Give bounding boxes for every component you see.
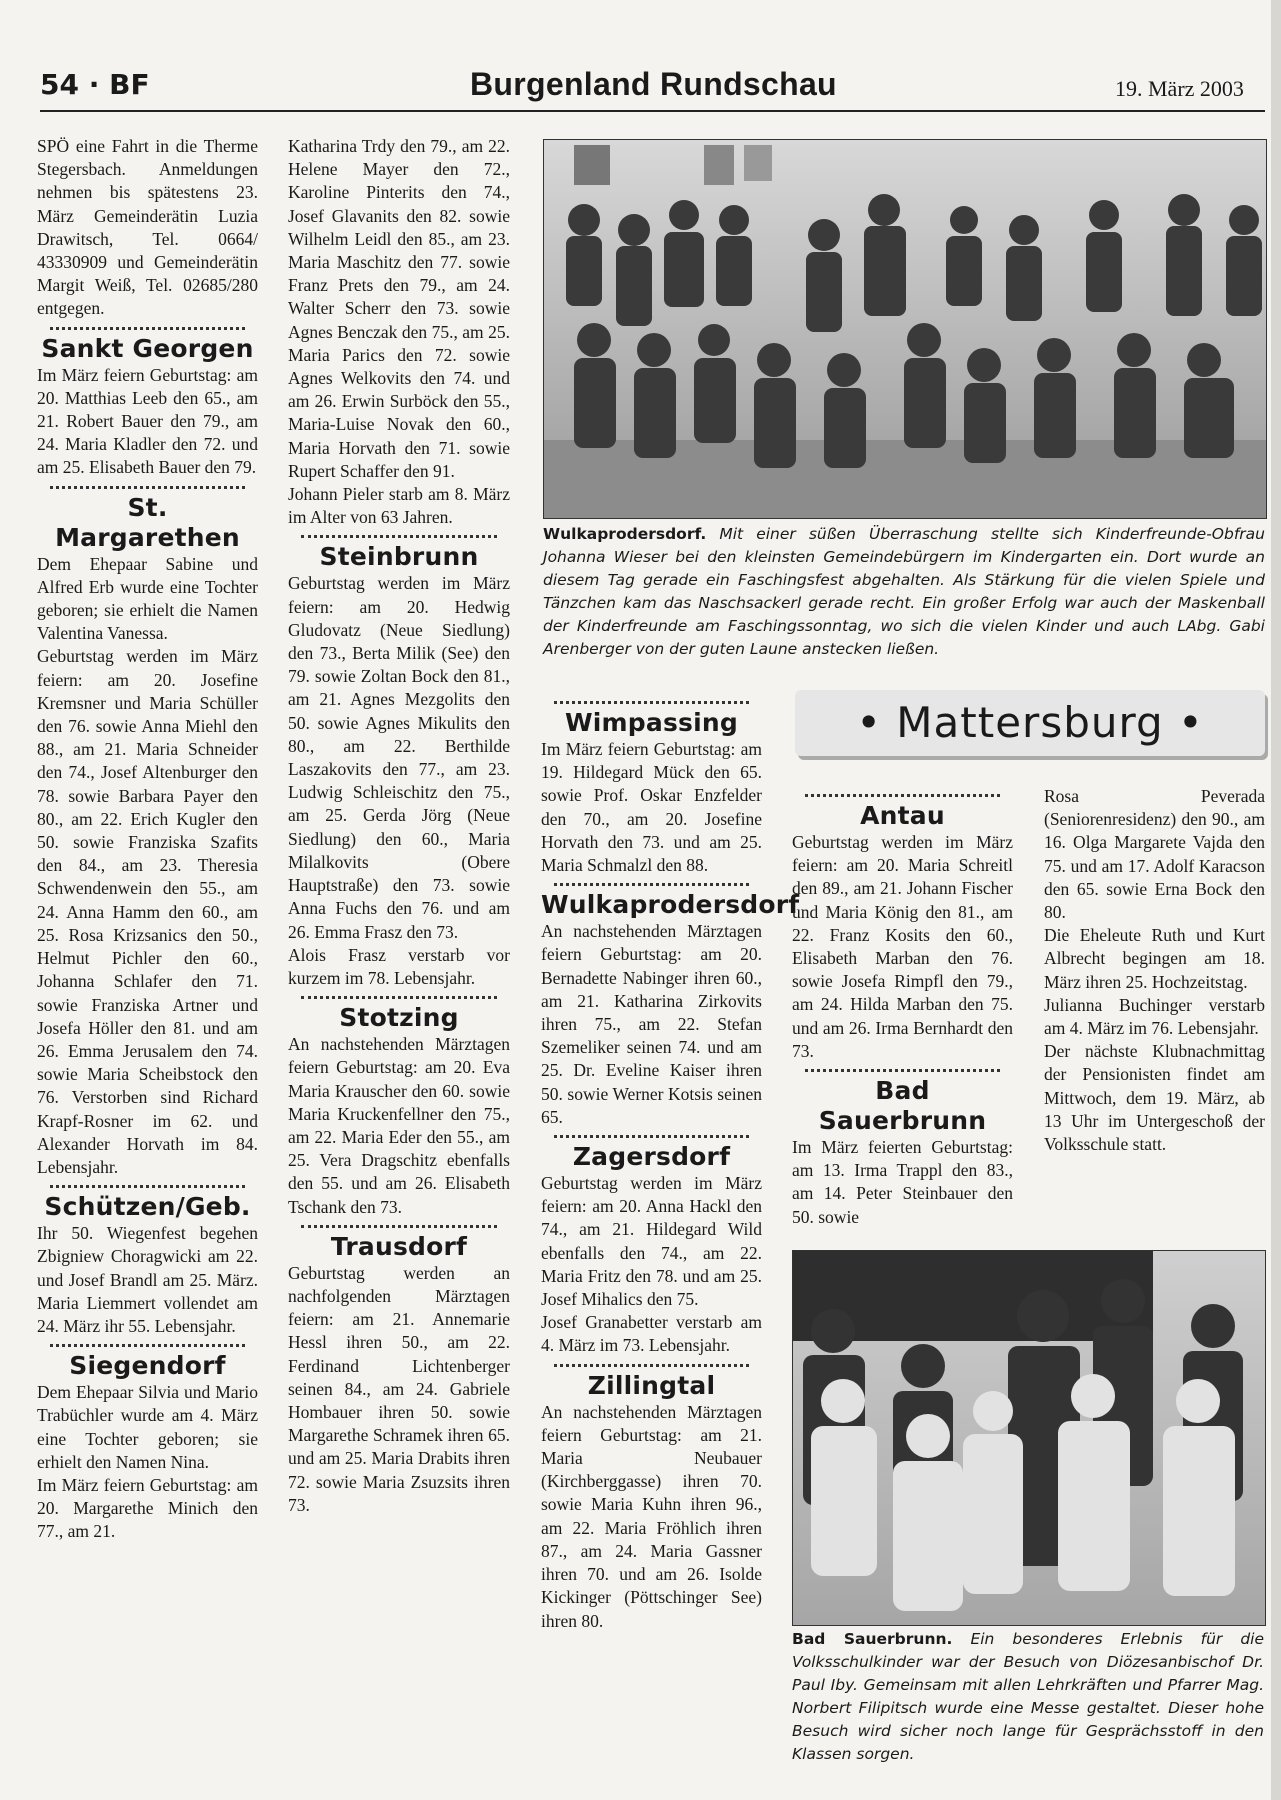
section-divider bbox=[301, 996, 496, 999]
section-text-antau: Geburtstag werden im März feiern: am 20. Maria Schreitl den 89., am 21. Johann Fischer und Maria König den 81., am 22. Franz Kosits den 60., Elisabeth Marban den 76. sowie Josefa Rimpfl den 79., am 24. Hilda Marban den 75. und am 26. Irma Bernhardt den 73. bbox=[792, 832, 1013, 1061]
section-text-st-margarethen: Dem Ehepaar Sabine und Alfred Erb wurde eine Tochter geboren; sie erhielt die Namen Valentina Vanessa. bbox=[37, 553, 258, 644]
article-continued: Rosa Peverada (Seniorenresidenz) den 90., am 16. Olga Margarete Vajda den 75. und am 17. Adolf Karacson den 65. sowie Erna Bock den 80. bbox=[1044, 786, 1265, 923]
section-title-sankt-georgen: Sankt Georgen bbox=[41, 333, 254, 363]
header-rule bbox=[40, 110, 1265, 112]
section-title-steinbrunn: Steinbrunn bbox=[319, 542, 479, 572]
section-divider bbox=[50, 327, 244, 330]
article-continued-2: Die Eheleute Ruth und Kurt Albrecht begingen am 18. März ihren 25. Hochzeitstag. bbox=[1044, 925, 1265, 992]
section-text-siegendorf: Dem Ehepaar Silvia und Mario Trabüchler wurde am 4. März eine Tochter geboren; sie erhielt den Namen Nina. bbox=[37, 1382, 258, 1472]
kindergarten-photo-graphic bbox=[544, 140, 1266, 518]
article-continued-4: Der nächste Klubnachmittag der Pensionisten findet am Mittwoch, dem 19. März, ab 13 Uhr im Untergeschoß der Volksschule statt. bbox=[1044, 1041, 1265, 1155]
section-divider bbox=[805, 794, 999, 797]
section-title-schuetzen: Schützen/Geb. bbox=[44, 1192, 251, 1222]
column-3 bbox=[541, 695, 800, 1633]
section-text-steinbrunn: Geburtstag werden im März feiern: am 20. Hedwig Gludovatz (Neue Siedlung) den 73., Berta Milik (See) den 79. sowie Zoltan Bock den 81., am 21. Agnes Mezgolits den 50. sowie Agnes Mikulits den 80., am 22. Berthilde Laszakovits den 77., am 23. Ludwig Schleischitz den 75., am 25. Gerda Jörg (Neue Siedlung) den 60., Maria Milalkovits (Obere Hauptstraße) den 73. sowie Anna Fuchs den 76. und am 26. Emma Frasz den 73. bbox=[288, 573, 510, 942]
section-text-zagersdorf-2: Josef Granabetter verstarb am 4. März im 73. Lebensjahr. bbox=[541, 1312, 762, 1356]
newspaper-title: Burgenland Rundschau bbox=[470, 66, 837, 102]
article-continued-3: Julianna Buchinger verstarb am 4. März im 76. Lebensjahr. bbox=[1044, 994, 1265, 1039]
issue-date: 19. März 2003 bbox=[1115, 76, 1244, 101]
section-text-zagersdorf: Geburtstag werden im März feiern: am 20. Anna Hackl den 74., am 21. Hildegard Wild ebenfalls den 74., am 22. Maria Fritz den 78. und am 25. Josef Mihalics den 75. bbox=[541, 1173, 762, 1310]
section-title-zillingtal: Zillingtal bbox=[587, 1370, 716, 1400]
region-banner-mattersburg: • Mattersburg • bbox=[795, 690, 1265, 756]
section-title-wulkaprodersdorf: Wulkaprodersdorf bbox=[541, 890, 800, 920]
page-number: 54 · BF bbox=[40, 68, 150, 101]
section-text-trausdorf: Geburtstag werden an nachfolgenden Märztagen feiern: am 21. Annemarie Hessl ihren 50., am 22. Ferdinand Lichtenberger seinen 84., am 24. Gabriele Hombauer ihren 50. sowie Margarethe Schramek ihren 65. und am 25. Maria Drabits ihren 72. sowie Maria Zsuzsits ihren 73. bbox=[288, 1262, 510, 1515]
section-text-siegendorf-2: Im März feiern Geburtstag: am 20. Margarethe Minich den 77., am 21. bbox=[37, 1474, 258, 1542]
article-continued: Katharina Trdy den 79., am 22. Helene Mayer den 72., Karoline Pinterits den 74., Josef Glavanits den 82. sowie Wilhelm Leidl den 85., am 23. Maria Maschitz den 77. sowie Franz Prets den 79., am 24. Walter Scherr den 73. sowie Agnes Benczak den 75., am 25. Maria Parics den 72. sowie Agnes Welkovits den 74. und am 26. Erwin Surböck den 55., Maria-Luise Novak den 60., Maria Horvath den 71. sowie Rupert Schaffer den 91. bbox=[288, 136, 510, 481]
caption-text: Ein besonderes Erlebnis für die Volksschulkinder war der Besuch von Diözesanbischof Dr. Paul Iby. Gemeinsam mit allen Lehrkräften und Pfarrer Mag. Norbert Filipitsch wurde eine Messe gestaltet. Dieser hohe Besuch wird sicher noch lange für Gesprächsstoff in den Klassen sorgen. bbox=[792, 1630, 1264, 1763]
section-title-trausdorf: Trausdorf bbox=[330, 1231, 468, 1261]
section-title-st-margarethen: St. Margarethen bbox=[55, 492, 240, 552]
section-title-stotzing: Stotzing bbox=[339, 1003, 459, 1033]
section-divider bbox=[50, 486, 244, 489]
kindergarten-photo bbox=[543, 139, 1267, 519]
section-divider bbox=[554, 701, 748, 704]
column-5 bbox=[1044, 785, 1265, 1156]
column-2 bbox=[288, 135, 510, 1517]
column-4 bbox=[792, 788, 1013, 1229]
section-divider bbox=[554, 1135, 748, 1138]
kindergarten-photo-caption bbox=[543, 523, 1265, 661]
school-visit-photo-caption bbox=[792, 1628, 1264, 1766]
section-title-antau: Antau bbox=[860, 801, 945, 830]
section-text-wulkaprodersdorf: An nachstehenden Märztagen feiern Geburtstag: am 20. Bernadette Nabinger ihren 60., am 21. Katharina Zirkovits ihren 75., am 22. Stefan Szemeliker seinen 74. und am 25. Dr. Eveline Kaiser ihren 50. sowie Werner Kotsis seinen 65. bbox=[541, 921, 762, 1127]
section-divider bbox=[805, 1069, 999, 1072]
section-text-bad-sauerbrunn: Im März feierten Geburtstag: am 13. Irma Trappl den 83., am 14. Peter Steinbauer den 50. sowie bbox=[792, 1137, 1013, 1227]
section-title-siegendorf: Siegendorf bbox=[69, 1351, 226, 1381]
caption-place: Wulkaprodersdorf. bbox=[543, 525, 707, 543]
section-divider bbox=[554, 883, 748, 886]
page-edge bbox=[1271, 0, 1281, 1800]
section-text-sankt-georgen: Im März feiern Geburtstag: am 20. Matthias Leeb den 65., am 21. Robert Bauer den 79., am 24. Maria Kladler den 72. und am 25. Elisabeth Bauer den 79. bbox=[37, 364, 258, 478]
school-visit-photo-graphic bbox=[793, 1251, 1265, 1625]
school-visit-photo bbox=[792, 1250, 1266, 1626]
section-divider bbox=[554, 1364, 748, 1367]
section-title-bad-sauerbrunn: Bad Sauerbrunn bbox=[818, 1076, 987, 1136]
article-continued: SPÖ eine Fahrt in die Therme Stegersbach. Anmeldungen nehmen bis spätestens 23. März Gemeinderätin Luzia Drawitsch, Tel. 0664/ 43330909 und Gemeinderätin Margit Weiß, Tel. 02685/280 entgegen. bbox=[37, 136, 258, 319]
section-divider bbox=[301, 535, 496, 538]
column-1 bbox=[37, 135, 258, 1544]
caption-place: Bad Sauerbrunn. bbox=[792, 1630, 953, 1648]
section-text-st-margarethen-2: Geburtstag werden im März feiern: am 20. Josefine Kremsner und Maria Schüller den 76. sowie Anna Miehl den 88., am 21. Maria Schneider den 74., Josef Altenburger den 78. sowie Barbara Payer den 80., am 22. Erich Kugler den 50. sowie Franziska Szafits den 84., am 23. Theresia Schwendenwein den 55., am 24. Anna Hamm den 60., am 25. Rosa Krizsanics den 50., Helmut Pichler den 60., Johanna Schlafer den 71. sowie Franziska Artner und Josefa Höller den 81. und am 26. Emma Jerusalem den 74. sowie Maria Scheibstock den 76. Verstorben sind Richard Krapf-Rosner im 62. und Alexander Horvath im 84. Lebensjahr. bbox=[37, 646, 258, 1177]
caption-text: Mit einer süßen Überraschung stellte sich Kinderfreunde-Obfrau Johanna Wieser bei den kleinsten Gemeindebürgern im Kindergarten ein. Dort wurde an diesem Tag gerade ein Faschingsfest abgehalten. Als Stärkung für die vielen Spiele und Tänzchen kam das Naschsackerl gerade recht. Ein großer Erfolg war auch der Maskenball der Kinderfreunde am Faschingssonntag, wo sich die vielen Kinder und auch LAbg. Gabi Arenberger von der guten Laune anstecken ließen. bbox=[543, 525, 1265, 658]
section-divider bbox=[50, 1185, 244, 1188]
section-text-zillingtal: An nachstehenden Märztagen feiern Geburtstag: am 21. Maria Neubauer (Kirchberggasse) ihren 70. sowie Maria Kuhn ihren 96., am 22. Maria Fröhlich ihren 87., am 24. Maria Gassner ihren 70. und am 26. Isolde Kickinger (Pöttschinger See) ihren 80. bbox=[541, 1401, 762, 1631]
section-title-wimpassing: Wimpassing bbox=[565, 708, 738, 737]
section-text-wimpassing: Im März feiern Geburtstag: am 19. Hildegard Mück den 65. sowie Prof. Oskar Enzfelder den 70., am 20. Josefine Horvath den 73. und am 25. Maria Schmalzl den 88. bbox=[541, 739, 762, 876]
article-continued-2: Johann Pieler starb am 8. März im Alter von 63 Jahren. bbox=[288, 484, 510, 528]
section-title-zagersdorf: Zagersdorf bbox=[572, 1142, 731, 1172]
section-text-steinbrunn-2: Alois Frasz verstarb vor kurzem im 78. Lebensjahr. bbox=[288, 944, 510, 988]
section-text-stotzing: An nachstehenden Märztagen feiern Geburtstag: am 20. Eva Maria Krauscher den 60. sowie Maria Kruckenfellner den 75., am 22. Maria Eder den 55., am 25. Vera Dragschitz ebenfalls den 55. und am 26. Elisabeth Tschank den 73. bbox=[288, 1034, 510, 1217]
section-divider bbox=[50, 1344, 244, 1347]
section-text-schuetzen: Ihr 50. Wiegenfest begehen Zbigniew Choragwicki am 22. und Josef Brandl am 25. März. Maria Liemmert vollendet am 24. März ihr 55. Lebensjahr. bbox=[37, 1223, 258, 1336]
section-divider bbox=[301, 1225, 496, 1228]
